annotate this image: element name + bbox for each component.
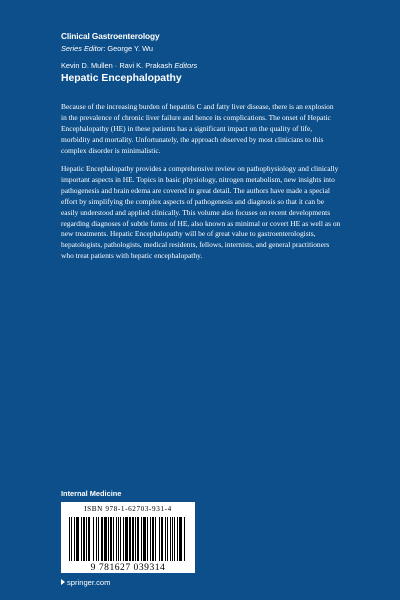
book-editors-role: Editors [174,61,198,70]
book-editors [61,61,197,70]
series-title: Clinical Gastroenterology [61,31,160,41]
book-title: Hepatic Encephalopathy [61,73,182,84]
series-editor [61,44,153,53]
publisher-website-text: springer.com [67,578,111,587]
barcode-box [61,502,195,573]
ean-digits: 9 781627 039314 [90,562,166,573]
arrow-right-icon [61,579,65,585]
description-paragraph-1: Because of the increasing burden of hepatitis C and fatty liver disease, there is an explosion in the prevalence of chronic liver failure and hence its complications. The onset of Hepatic Encephalopathy (HE) in these patients has a significant impact on the quality of life, morbidity and mortality. Unfortunately, the approach observed by most clinicians to this complex disorder is minimalistic. [61,102,334,155]
series-editor-name: : George Y. Wu [103,44,154,53]
barcode-bars [69,517,187,561]
description-paragraph-2: Hepatic Encephalopathy provides a comprehensive review on pathophysiology and clinically important aspects in HE. Topics in basic physiology, nitrogen metabolism, new insights into pathogenesis and brain edema are covered in great detail. The authors have made a special effort by simplifying the complex aspects of pathogenesis and diagnosis so that it can be easily understood and applied clinically. This volume also focuses on recent developments regarding diagnoses of subtle forms of HE, also known as minimal or covert HE as well as on new treatments. Hepatic Encephalopathy will be of great value to gastroenterologists, hepatologists, pathologists, medical residents, fellows, internists, and general practitioners who treat patients with hepatic encephalopathy. [61,164,341,261]
isbn-text: ISBN 978-1-62703-931-4 [84,505,172,513]
series-editor-label: Series Editor [61,44,104,53]
publisher-website[interactable] [61,578,110,587]
subject-category: Internal Medicine [61,489,122,498]
book-editors-names: Kevin D. Mullen · Ravi K. Prakash [61,61,173,70]
